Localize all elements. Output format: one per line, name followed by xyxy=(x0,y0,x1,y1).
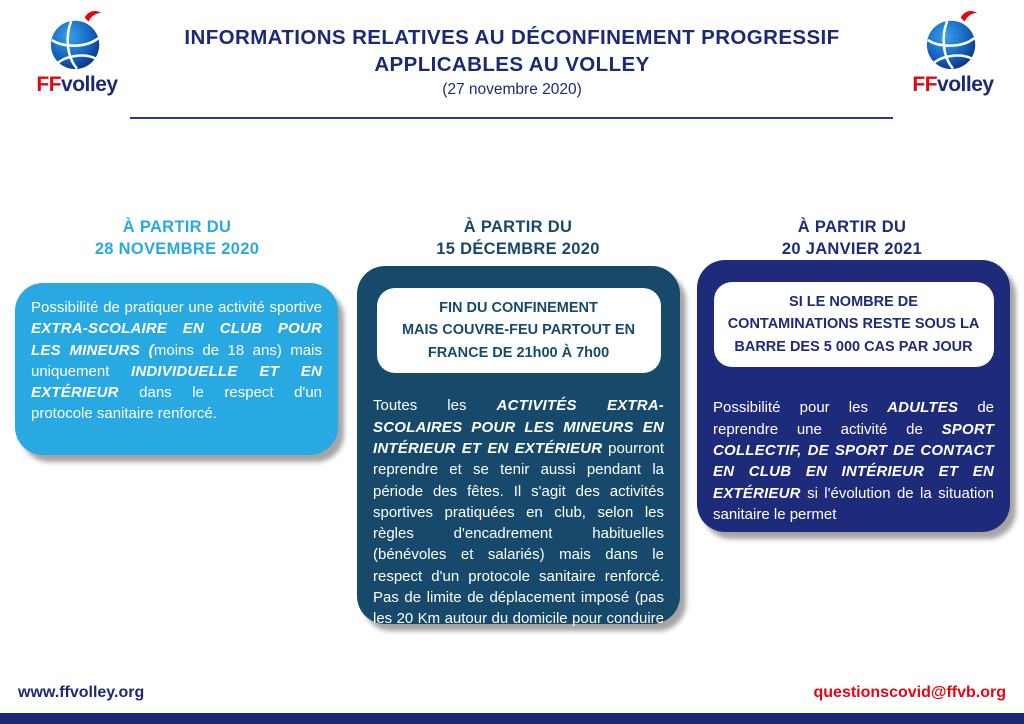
column-header-28-novembre xyxy=(12,216,342,261)
header-line: 28 NOVEMBRE 2020 xyxy=(94,240,260,259)
banner-line: FIN DU CONFINEMENT xyxy=(439,300,598,316)
title-line-1: INFORMATIONS RELATIVES AU DÉCONFINEMENT PROGRESSIF xyxy=(184,26,840,49)
volleyball-icon xyxy=(924,10,982,72)
info-card-15-decembre xyxy=(357,266,680,649)
page-title xyxy=(132,24,892,99)
wordmark-ff: FF xyxy=(36,73,62,96)
covid-questions-email-link[interactable]: questionscovid@ffvb.org xyxy=(813,684,1006,701)
banner-line: SI LE NOMBRE DE xyxy=(789,294,918,310)
red-bird-icon xyxy=(85,11,101,22)
banner-line: BARRE DES 5 000 CAS PAR JOUR xyxy=(734,338,973,355)
column-header-20-janvier xyxy=(687,216,1017,261)
wordmark-volley: volley xyxy=(61,73,118,96)
title-line-2: APPLICABLES AU VOLLEY xyxy=(374,53,650,77)
card-body-text: Possibilité de pratiquer une activité sportive EXTRA-SCOLAIRE EN CLUB POUR LES MINEURS (moins de 18 ans) mais uniquement INDIVIDUELLE ET EN EXTÉRIEUR dans le respect d'un protocole sanitaire renforcé. xyxy=(31,299,322,423)
header-line: À PARTIR DU xyxy=(797,218,907,236)
title-divider xyxy=(130,117,893,119)
banner-line: MAIS COUVRE-FEU PARTOUT EN xyxy=(401,322,636,339)
wordmark-ff: FF xyxy=(912,73,938,96)
volleyball-icon xyxy=(48,10,106,72)
header-line: 15 DÉCEMBRE 2020 xyxy=(436,240,600,259)
header-line: 20 JANVIER 2021 xyxy=(781,240,923,259)
ffvolley-logo-right xyxy=(898,10,1008,95)
header-line: À PARTIR DU xyxy=(122,218,232,236)
banner-line: FRANCE DE 21h00 À 7h00 xyxy=(427,344,610,361)
red-bird-icon xyxy=(961,11,977,22)
wordmark-volley: volley xyxy=(937,73,994,96)
column-header-15-decembre xyxy=(353,216,683,261)
title-date-subtitle: (27 novembre 2020) xyxy=(442,81,582,99)
card-banner-couvre-feu xyxy=(377,288,661,373)
ffvolley-wordmark xyxy=(898,74,1008,95)
card-body-text: Toutes les ACTIVITÉS EXTRA-SCOLAIRES POUR LES MINEURS EN INTÉRIEUR ET EN EXTÉRIEUR pourront reprendre et se tenir aussi pendant la période des fêtes. Il s'agit des activités sportives pratiquées en club, selon les règles d'encadrement habituelles (bénévoles et salariés) mais dans le respect d'un protocole sanitaire renforcé. Pas de limite de déplacement imposé (pas les 20 Km autour du domicile pour conduire l'enfant au club par exemple). xyxy=(373,397,664,649)
header-line: À PARTIR DU xyxy=(463,218,573,236)
bottom-accent-bar xyxy=(0,713,1024,724)
info-card-28-novembre xyxy=(15,283,338,455)
website-link[interactable]: www.ffvolley.org xyxy=(18,684,145,701)
banner-line: CONTAMINATIONS RESTE SOUS LA xyxy=(727,316,980,333)
ffvolley-logo-left xyxy=(22,10,132,95)
card-banner-contaminations xyxy=(714,282,994,367)
ffvolley-wordmark xyxy=(22,74,132,95)
info-card-20-janvier xyxy=(697,260,1010,532)
card-body-text: Possibilité pour les ADULTES de reprendre une activité de SPORT COLLECTIF, DE SPORT DE CONTACT EN CLUB EN INTÉRIEUR ET EN EXTÉRIEUR si l'évolution de la situation sanitaire le permet xyxy=(713,399,995,523)
